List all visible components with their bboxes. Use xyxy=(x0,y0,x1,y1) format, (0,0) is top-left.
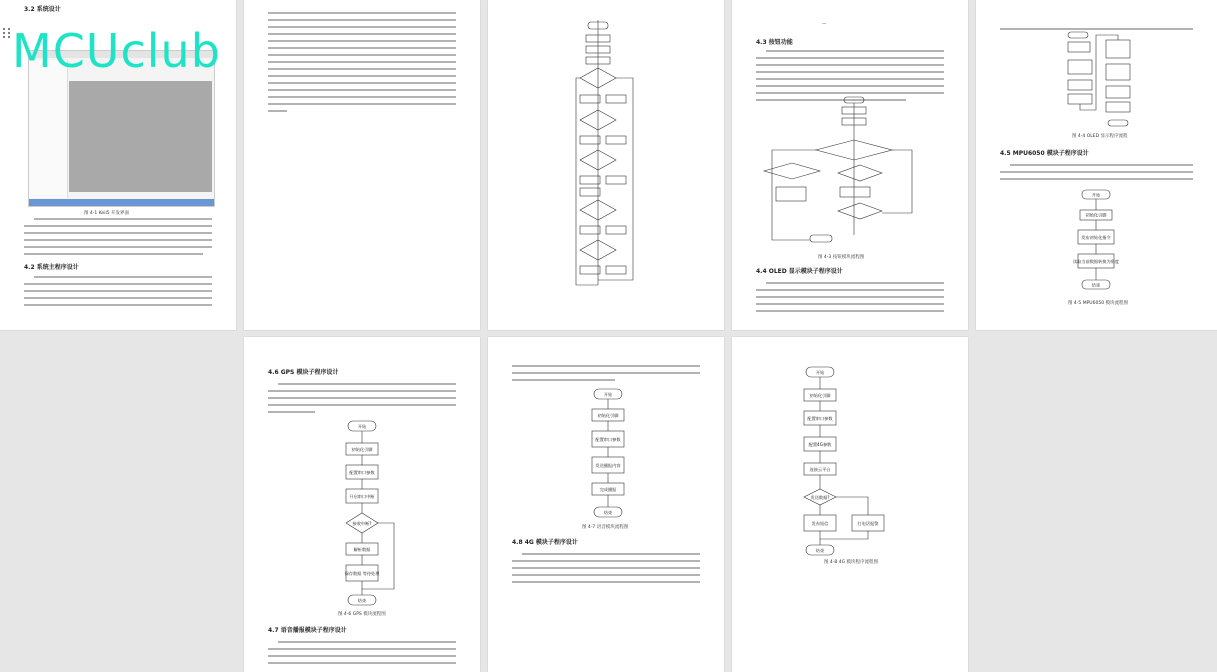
button-flowchart xyxy=(732,95,968,255)
section-heading-b: 4.7 语音播报模块子程序设计 xyxy=(268,627,347,634)
flow-label: 开始 xyxy=(357,424,367,429)
document-page-4: — 4.3 按钮功能 图 4-3 按钮模块流程图 4.4 OLED 显示模块子程序设计 xyxy=(732,0,968,330)
figure-caption: 图 4-8 4G 模块程序流程图 xyxy=(824,560,878,565)
flow-label: 配置4G参数 xyxy=(808,442,832,447)
section-heading: 3.2 系统设计 xyxy=(24,6,61,13)
flow-label: 初始化引脚 xyxy=(597,413,619,418)
section-heading: 4.3 按钮功能 xyxy=(756,39,793,46)
figure-caption: 图 4-7 语音模块流程图 xyxy=(582,525,629,530)
figure-caption: 图 4-3 按钮模块流程图 xyxy=(818,255,865,260)
flow-label: 打电话报警 xyxy=(857,521,879,526)
document-page-7 xyxy=(488,337,724,672)
section-heading: 4.5 MPU6050 模块子程序设计 xyxy=(1000,150,1089,157)
main-program-flowchart xyxy=(488,0,724,330)
document-page-8 xyxy=(732,337,968,672)
section-heading: 4.8 4G 模块子程序设计 xyxy=(512,539,578,546)
figure-caption: 图 4-1 Keil5 开发界面 xyxy=(84,211,129,216)
flow-label: 配置串口参数 xyxy=(595,437,621,442)
section-heading-b: 4.2 系统主程序设计 xyxy=(24,264,79,271)
flow-label: 结束 xyxy=(603,510,613,515)
flow-label: 解析数据 xyxy=(353,547,371,552)
figure-caption: 图 4-5 MPU6050 模块流程图 xyxy=(1068,301,1128,306)
watermark-logo: MCUclub xyxy=(12,24,221,78)
oled-flowchart xyxy=(976,30,1217,140)
flow-label: 发送数据? xyxy=(810,495,830,500)
section-heading: 4.6 GPS 模块子程序设计 xyxy=(268,369,339,376)
document-page-5 xyxy=(976,0,1217,330)
flow-label: 初始化引脚 xyxy=(1085,212,1107,218)
flow-label: 发布初始化指令 xyxy=(1081,235,1111,240)
gps-flowchart xyxy=(244,419,480,609)
drag-handle-icon[interactable] xyxy=(3,28,12,37)
flow-label: 开启串口中断 xyxy=(349,494,375,499)
flow-label: 结束 xyxy=(1091,282,1101,288)
flow-label: 开始 xyxy=(815,370,825,375)
flow-label: 开始 xyxy=(603,392,613,397)
flow-label: 结束 xyxy=(815,548,825,553)
document-page-3 xyxy=(488,0,724,330)
flow-label: 保存数据 等待处理 xyxy=(344,571,380,576)
flow-label: 配置串口参数 xyxy=(807,416,833,421)
flow-label: 接收中断? xyxy=(352,521,372,526)
flow-label: 完成播报 xyxy=(599,487,617,492)
flow-label: 配置串口参数 xyxy=(349,470,375,475)
flow-label: 开始 xyxy=(1091,192,1101,198)
mpu6050-flowchart xyxy=(976,188,1217,300)
document-page-2 xyxy=(244,0,480,330)
flow-label: 发布短信 xyxy=(811,521,829,526)
flow-label: 连接云平台 xyxy=(809,467,831,472)
figure-caption-top: 图 4-4 OLED 显示程序流程 xyxy=(1072,134,1128,139)
flow-label: 初始化引脚 xyxy=(809,393,831,398)
flow-label: 发送播报内容 xyxy=(595,463,621,468)
flow-label: 初始化引脚 xyxy=(351,447,373,452)
flow-label: 结束 xyxy=(357,598,367,603)
4g-flowchart xyxy=(732,365,968,557)
voice-flowchart xyxy=(488,387,724,522)
section-heading-b: 4.4 OLED 显示模块子程序设计 xyxy=(756,268,843,275)
flow-label: 读取当前数据转换为角度 xyxy=(1072,259,1120,264)
figure-caption: 图 4-6 GPS 模块流程图 xyxy=(338,612,386,617)
document-page-6 xyxy=(244,337,480,672)
